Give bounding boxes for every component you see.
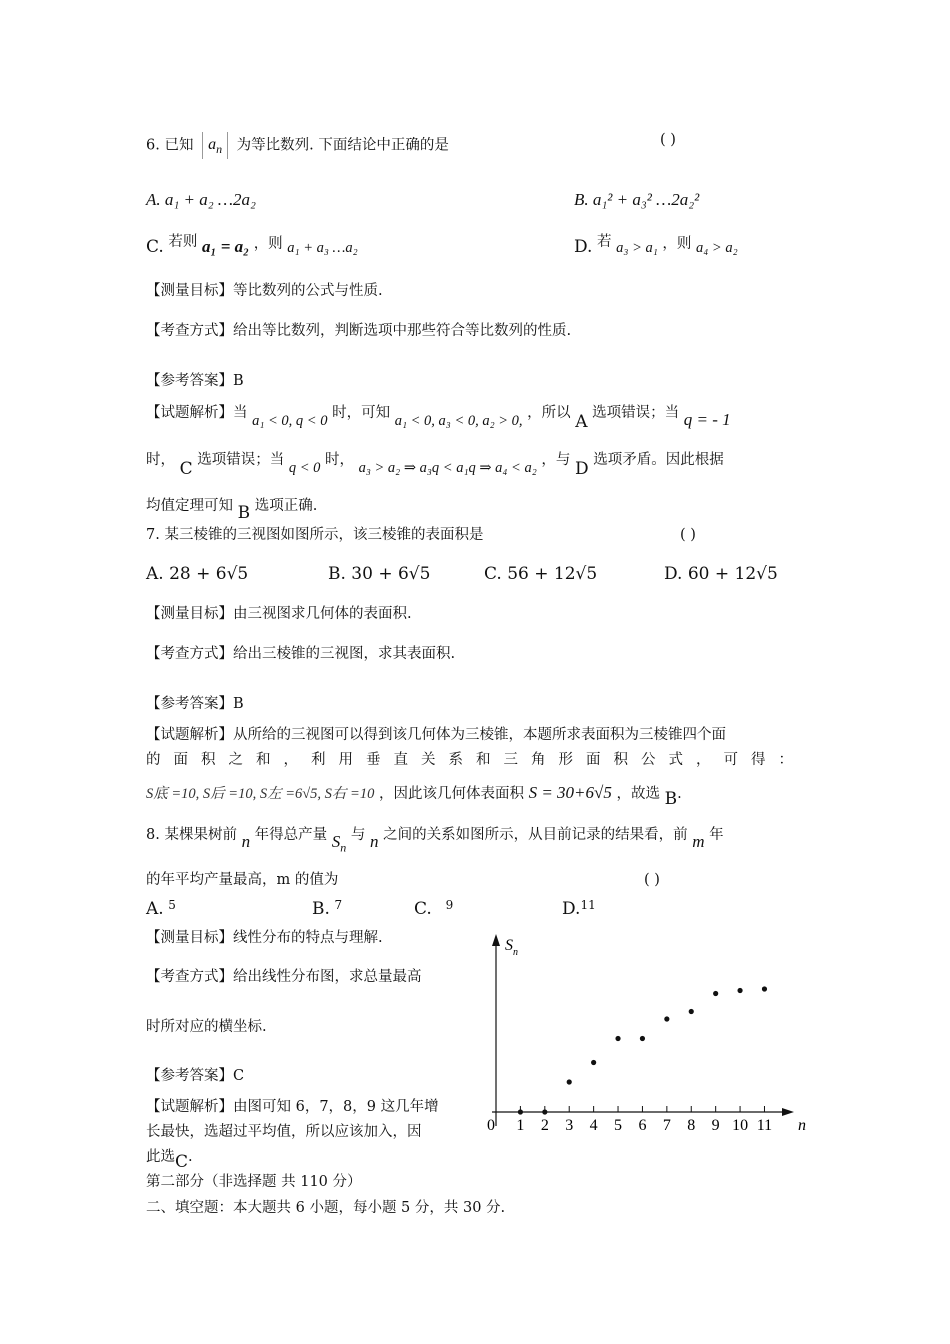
q7-answer: 【参考答案】B xyxy=(146,696,244,712)
q8-analysis-line2: 长最快，选超过平均值，所以应该加入，因 xyxy=(146,1124,422,1140)
q6-answer: 【参考答案】B xyxy=(146,373,244,389)
x-axis-arrow xyxy=(782,1108,794,1116)
q8-analysis-line1: 【试题解析】由图可知 6，7，8，9 这几年增 xyxy=(146,1099,439,1115)
q7-method: 【考查方式】给出三棱锥的三视图，求其表面积. xyxy=(146,646,456,662)
q6-method: 【考查方式】给出等比数列，判断选项中那些符合等比数列的性质. xyxy=(146,323,572,339)
q7-analysis-line3: S底 =10, S后 =10, S左 =6√5, S右 =10 ，因此该几何体表面积 S = 30+6√5 ，故选 B. xyxy=(146,783,682,809)
part2-heading: 第二部分（非选择题 共 110 分） xyxy=(146,1174,362,1190)
q7-option-d: D. 60 + 12√5 xyxy=(664,564,778,584)
data-point xyxy=(640,1036,645,1041)
q7-answer-parens: ( ) xyxy=(680,527,696,543)
q8-target: 【测量目标】线性分布的特点与理解. xyxy=(146,930,383,946)
yield-scatter-chart xyxy=(478,928,818,1148)
q8-option-d: D.$^{11}$ xyxy=(562,898,596,919)
q7-analysis-line1: 【试题解析】从所给的三视图可以得到该几何体为三棱锥，本题所求表面积为三棱锥四个面 xyxy=(146,727,726,743)
q6-option-c: C. 若则 a₁ = a₂ ，则 a₁ + a₃ …a₂ xyxy=(146,234,358,257)
q7-option-b: B. 30 + 6√5 xyxy=(328,564,431,584)
q8-stem-line1: 8. 某棵果树前 n 年得总产量 $S_n$ 与 n 之间的关系如图所示，从目前记录的结果看，前 m 年 xyxy=(146,827,724,855)
q6-sequence-notation: $a_n$ xyxy=(202,132,228,159)
q6-analysis-line3: 均值定理可知 B 选项正确. xyxy=(146,498,318,523)
data-point xyxy=(567,1079,572,1084)
q8-method-line2: 时所对应的横坐标. xyxy=(146,1019,267,1035)
q7-analysis-line2: 的面积之和，利用垂直关系和三角形面积公式，可得： xyxy=(146,752,806,768)
q6-answer-parens: ( ) xyxy=(660,132,676,148)
section2-heading: 二、填空题：本大题共 6 小题，每小题 5 分，共 30 分. xyxy=(146,1200,506,1216)
data-point xyxy=(737,988,742,993)
q8-analysis-line3: 此选C. xyxy=(146,1149,193,1172)
q8-stem-line2: 的年平均产量最高，m 的值为 xyxy=(146,872,339,888)
y-axis-label: $S_n$ xyxy=(505,937,518,958)
q6-option-a: A. a₁ + a₂ …2a₂ xyxy=(146,190,256,209)
q8-option-c: C. $^9$ xyxy=(414,898,454,919)
data-point xyxy=(615,1036,620,1041)
q7-stem: 7. 某三棱锥的三视图如图所示，该三棱锥的表面积是 xyxy=(146,527,484,543)
x-tick-label: 3 xyxy=(565,1117,574,1134)
q8-method-line1: 【考查方式】给出线性分布图，求总量最高 xyxy=(146,969,422,985)
data-point xyxy=(762,986,767,991)
x-tick-label: 7 xyxy=(662,1117,671,1134)
x-tick-label: 6 xyxy=(638,1117,647,1134)
x-axis-label: n xyxy=(798,1117,806,1134)
x-tick-label: 4 xyxy=(589,1117,598,1134)
q6-option-b: B. a₁² + a₃² …2a₂² xyxy=(574,190,700,209)
q6-target: 【测量目标】等比数列的公式与性质. xyxy=(146,283,383,299)
x-tick-label: 9 xyxy=(711,1117,720,1134)
origin-label: 0 xyxy=(487,1117,495,1134)
data-point xyxy=(664,1016,669,1021)
x-tick-label: 5 xyxy=(614,1117,623,1134)
q6-stem: 6. 已知 $a_n$ 为等比数列. 下面结论中正确的是 xyxy=(146,132,449,159)
data-point xyxy=(542,1109,547,1114)
x-tick-label: 11 xyxy=(756,1117,773,1134)
q8-answer: 【参考答案】C xyxy=(146,1068,245,1084)
q8-option-b: B. $^7$ xyxy=(312,898,343,919)
q7-target: 【测量目标】由三视图求几何体的表面积. xyxy=(146,606,412,622)
data-point xyxy=(518,1109,523,1114)
data-point xyxy=(689,1009,694,1014)
q8-option-a: A. $^5$ xyxy=(146,898,176,919)
q8-answer-parens: ( ) xyxy=(644,872,660,888)
x-tick-label: 2 xyxy=(540,1117,549,1134)
q6-analysis-line2: 时， C 选项错误；当 q < 0 时， a₃ > a₂ ⇒ a₃q < a₁q ⇒ a₄ < a₂ ，与 D 选项矛盾。因此根据 xyxy=(146,452,724,479)
x-tick-label: 1 xyxy=(516,1117,525,1134)
data-point xyxy=(713,991,718,996)
x-tick-label: 10 xyxy=(732,1117,749,1134)
data-point xyxy=(591,1060,596,1065)
q7-option-c: C. 56 + 12√5 xyxy=(484,564,598,584)
y-axis-arrow xyxy=(492,934,500,946)
x-tick-label: 8 xyxy=(687,1117,696,1134)
q7-option-a: A. 28 + 6√5 xyxy=(146,564,249,584)
q6-analysis-line1: 【试题解析】当 a₁ < 0, q < 0 时，可知 a₁ < 0, a₃ < 0, a₂ > 0, ，所以 A 选项错误；当 q = - 1 xyxy=(146,405,731,432)
q6-option-d: D. 若 a₃ > a₁ ，则 a₄ > a₂ xyxy=(574,234,738,257)
